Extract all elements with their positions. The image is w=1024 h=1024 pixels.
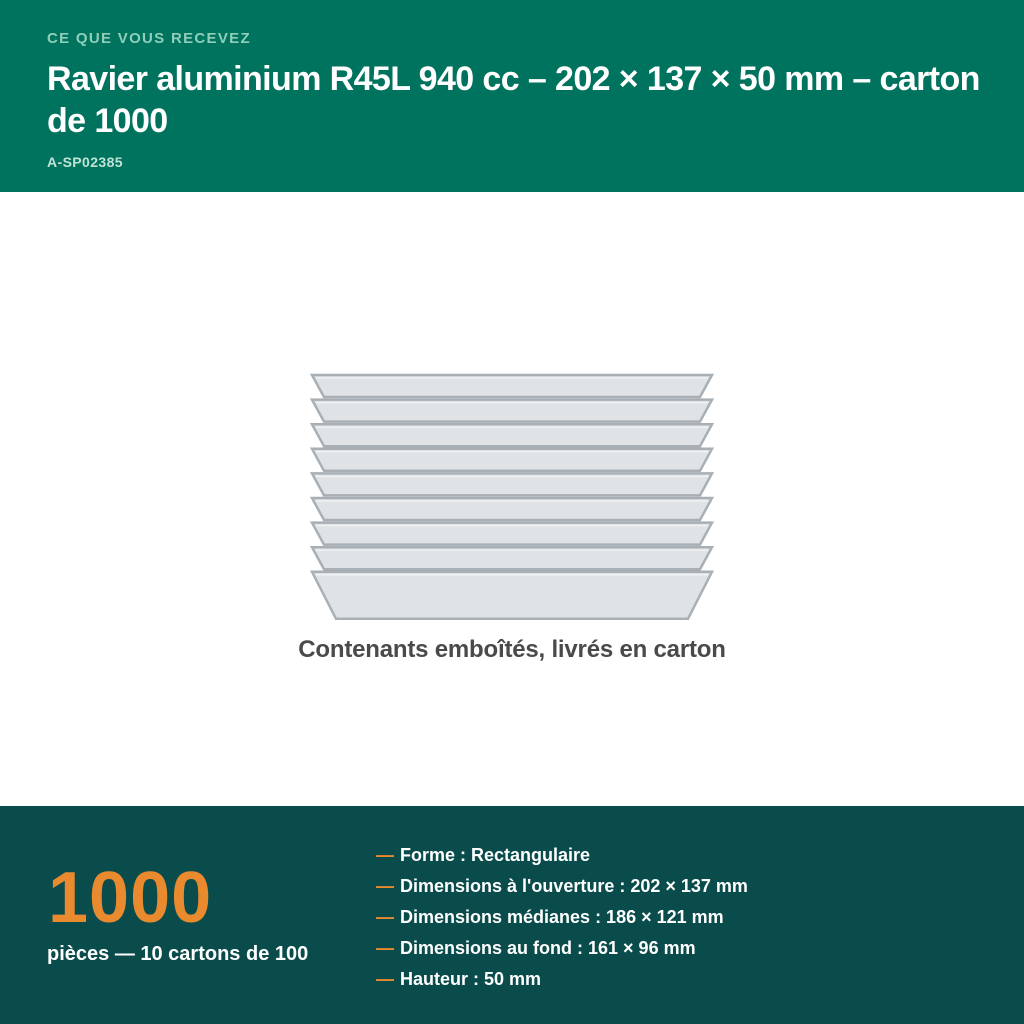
spec-dash: — bbox=[376, 876, 394, 896]
illustration-caption: Contenants emboîtés, livrés en carton bbox=[298, 636, 726, 663]
spec-dash: — bbox=[376, 938, 394, 958]
stacked-trays-illustration bbox=[300, 365, 724, 625]
spec-item-height: — Hauteur : 50 mm bbox=[376, 969, 542, 989]
spec-dash: — bbox=[376, 845, 394, 865]
spec-item-bottom-dimensions: — Dimensions au fond : 161 × 96 mm bbox=[376, 938, 696, 958]
header-banner bbox=[0, 0, 1024, 192]
product-sku: A-SP02385 bbox=[47, 154, 123, 170]
spec-item-opening-dimensions: — Dimensions à l'ouverture : 202 × 137 mm bbox=[376, 876, 748, 896]
spec-item-shape: — Forme : Rectangulaire bbox=[376, 845, 591, 865]
quantity-detail: pièces — 10 cartons de 100 bbox=[47, 943, 309, 965]
quantity-number: 1000 bbox=[48, 858, 213, 938]
eyebrow-label: CE QUE VOUS RECEVEZ bbox=[47, 30, 251, 47]
spec-list bbox=[376, 840, 748, 995]
spec-item-median-dimensions: — Dimensions médianes : 186 × 121 mm bbox=[376, 907, 724, 927]
spec-dash: — bbox=[376, 969, 394, 989]
product-title: Ravier aluminium R45L 940 cc – 202 × 137 × 50 mm – carton de 1000 bbox=[47, 60, 980, 140]
tray-layer bbox=[312, 572, 712, 619]
spec-dash: — bbox=[376, 907, 394, 927]
